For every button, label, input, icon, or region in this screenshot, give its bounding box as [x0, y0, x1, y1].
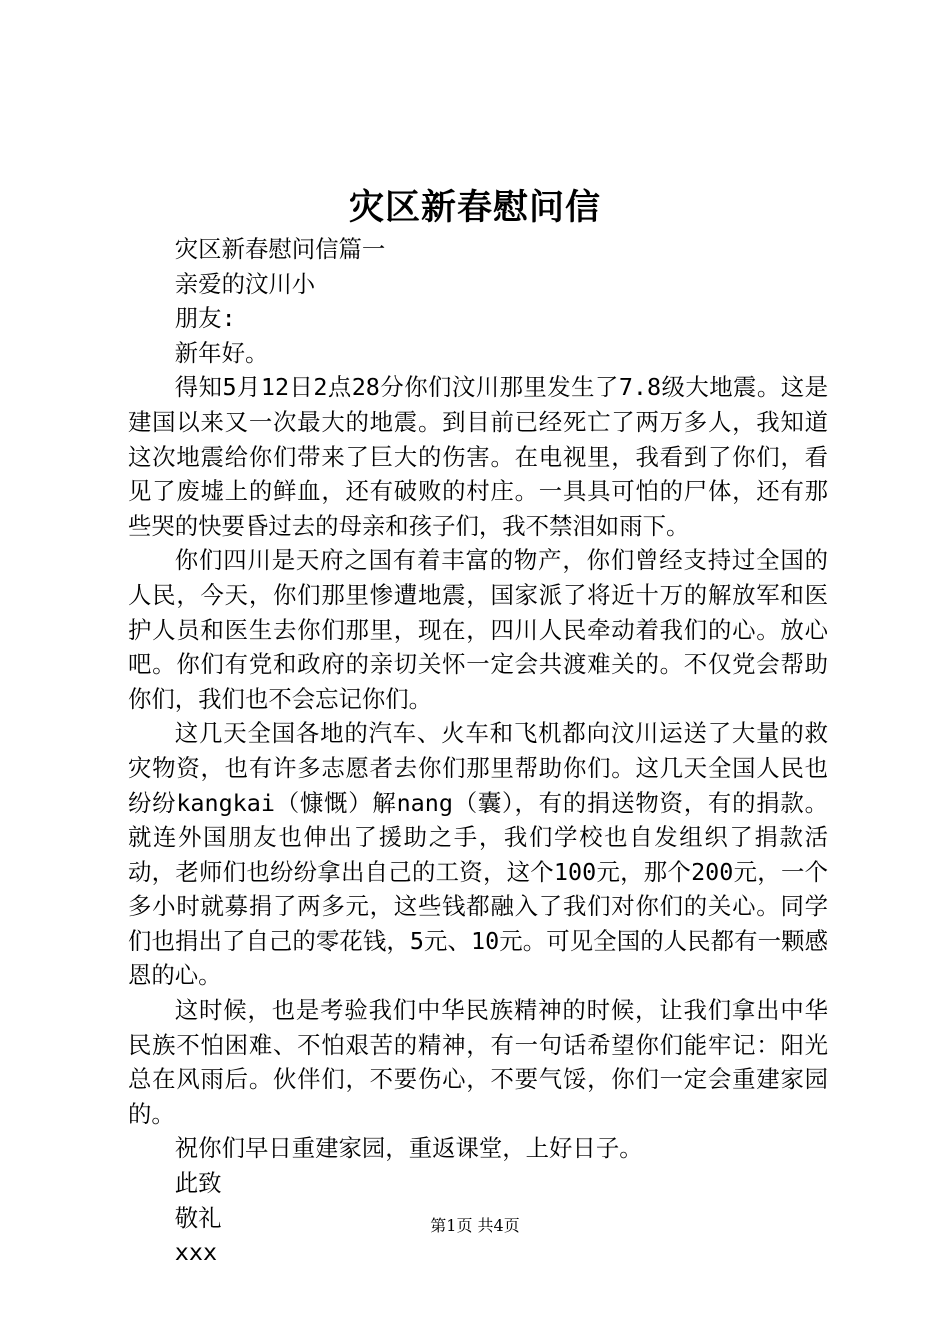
document-body: [128, 232, 828, 1270]
paragraph-donations: 这几天全国各地的汽车、火车和飞机都向汶川运送了大量的救灾物资，也有许多志愿者去你们那里帮助你们。这几天全国人民也纷纷kangkai（慷慨）解nang（囊），有的捐送物资，有的捐款。就连外国朋友也伸出了援助之手，我们学校也自发组织了捐款活动，老师们也纷纷拿出自己的工资，这个100元，那个200元，一个多小时就募捐了两多元，这些钱都融入了我们对你们的关心。同学们也捐出了自己的零花钱，5元、10元。可见全国的人民都有一颗感恩的心。: [128, 719, 828, 990]
letter-heading: 灾区新春慰问信篇一: [174, 235, 386, 263]
page-number-footer: 第1页 共4页: [430, 1216, 520, 1235]
closing-wish: 祝你们早日重建家园，重返课堂，上好日子。: [174, 1134, 643, 1163]
paragraph-earthquake-news: 得知5月12日2点28分你们汶川那里发生了7.8级大地震。这是建国以来又一次最大的地震。到目前已经死亡了两万多人，我知道这次地震给你们带来了巨大的伤害。在电视里，我看到了你们，看见了废墟上的鲜血，还有破败的村庄。一具具可怕的尸体，还有那些哭的快要昏过去的母亲和孩子们，我不禁泪如雨下。: [128, 373, 828, 540]
salutation-line-2: 朋友:: [174, 304, 236, 333]
salutation-line-1: 亲爱的汶川小: [174, 269, 316, 298]
closing-cizhi: 此致: [174, 1169, 222, 1198]
greeting: 新年好。: [174, 338, 269, 367]
paragraph-sichuan-support: 你们四川是天府之国有着丰富的物产，你们曾经支持过全国的人民，今天，你们那里惨遭地震，国家派了将近十万的解放军和医护人员和医生去你们那里，现在，四川人民牵动着我们的心。放心吧。你们有党和政府的亲切关怀一定会共渡难关的。不仅党会帮助你们，我们也不会忘记你们。: [128, 546, 828, 713]
signature: xxx: [174, 1238, 218, 1267]
closing-jingli: 敬礼: [174, 1203, 222, 1232]
paragraph-national-spirit: 这时候，也是考验我们中华民族精神的时候，让我们拿出中华民族不怕困难、不怕艰苦的精神，有一句话希望你们能牢记：阳光总在风雨后。伙伴们，不要伤心，不要气馁，你们一定会重建家园的。: [128, 996, 828, 1128]
document-title: 灾区新春慰问信: [348, 187, 601, 228]
